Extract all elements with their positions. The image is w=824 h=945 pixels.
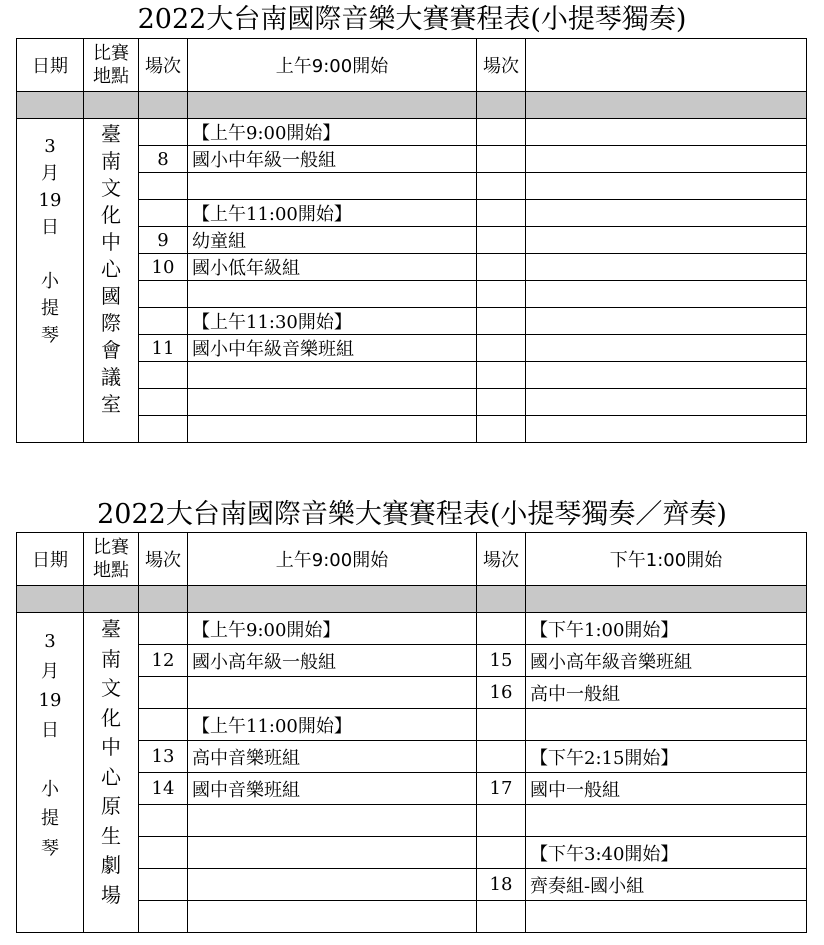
- empty-item-cell: [526, 173, 807, 200]
- category-item: [188, 281, 477, 308]
- venue-char: 原: [101, 794, 121, 818]
- category-item: 國小中年級一般組: [188, 146, 477, 173]
- category-item-afternoon: 【下午2:15開始】: [526, 741, 807, 773]
- session-number: [139, 613, 188, 645]
- category-item: 【上午11:00開始】: [188, 709, 477, 741]
- venue-char: 南: [101, 149, 121, 173]
- session-number-afternoon: 18: [477, 869, 526, 901]
- date-cell: [17, 119, 84, 443]
- venue-char: 心: [101, 257, 121, 281]
- header-venue-line1: 比賽: [93, 537, 129, 558]
- empty-session-cell: [477, 227, 526, 254]
- date-char: 3: [44, 136, 56, 157]
- session-number: [139, 200, 188, 227]
- category-item: [188, 901, 477, 933]
- empty-session-cell: [477, 173, 526, 200]
- venue-char: 際: [101, 311, 121, 335]
- empty-session-cell: [477, 200, 526, 227]
- venue-char: 文: [101, 176, 121, 200]
- date-char: 日: [41, 217, 59, 238]
- category-item: 【上午9:00開始】: [188, 119, 477, 146]
- empty-item-cell: [526, 254, 807, 281]
- date-char: [17, 745, 83, 775]
- empty-item-cell: [526, 416, 807, 443]
- empty-item-cell: [526, 227, 807, 254]
- empty-session-cell: [477, 416, 526, 443]
- category-item: [188, 837, 477, 869]
- empty-session-cell: [477, 254, 526, 281]
- date-char: 小: [41, 778, 59, 800]
- date-cell: [17, 613, 84, 933]
- session-number-afternoon: 15: [477, 645, 526, 677]
- category-item: 【上午11:30開始】: [188, 308, 477, 335]
- header-session-2: 場次: [477, 533, 526, 586]
- session-number: [139, 805, 188, 837]
- empty-item-cell: [526, 146, 807, 173]
- table-row: [17, 119, 807, 146]
- header-venue-line1: 比賽: [93, 43, 129, 64]
- category-item: 幼童組: [188, 227, 477, 254]
- date-char: 日: [41, 719, 59, 741]
- header-session-2: 場次: [477, 39, 526, 92]
- venue-char: 議: [101, 365, 121, 389]
- empty-item-cell: [526, 281, 807, 308]
- session-number-afternoon: 17: [477, 773, 526, 805]
- date-char: 琴: [41, 325, 59, 346]
- table-row: [17, 613, 807, 645]
- session-number: [139, 837, 188, 869]
- venue-char: 化: [101, 705, 121, 730]
- venue-char: 化: [101, 203, 121, 227]
- venue-char: 劇: [101, 853, 121, 877]
- venue-char: 南: [101, 646, 121, 671]
- category-item-afternoon: 齊奏組-國小組: [526, 869, 807, 901]
- empty-session-cell: [477, 281, 526, 308]
- date-char: 琴: [41, 837, 59, 859]
- header-venue: [84, 533, 139, 586]
- header-session: 場次: [139, 533, 188, 586]
- date-char: 提: [41, 298, 59, 319]
- date-char: 3: [44, 631, 56, 652]
- venue-char: 文: [101, 676, 121, 700]
- category-item: [188, 869, 477, 901]
- category-item-afternoon: 國中一般組: [526, 773, 807, 805]
- category-item-afternoon: [526, 901, 807, 933]
- venue-char: 場: [101, 882, 121, 907]
- session-number: [139, 362, 188, 389]
- date-char: 19: [38, 190, 62, 211]
- session-number: [139, 709, 188, 741]
- venue-char: 室: [101, 392, 121, 416]
- category-item: 【上午11:00開始】: [188, 200, 477, 227]
- venue-cell: [84, 119, 139, 443]
- empty-item-cell: [526, 308, 807, 335]
- empty-session-cell: [477, 146, 526, 173]
- session-number: 14: [139, 773, 188, 805]
- header-date: 日期: [17, 39, 84, 92]
- venue-char: 中: [101, 735, 121, 759]
- gray-separator-row: [17, 586, 807, 613]
- venue-char: 中: [101, 230, 121, 254]
- category-item-afternoon: [526, 805, 807, 837]
- category-item: 【上午9:00開始】: [188, 613, 477, 645]
- category-item: [188, 677, 477, 709]
- empty-item-cell: [526, 119, 807, 146]
- session-number: [139, 869, 188, 901]
- header-row: [17, 39, 807, 92]
- session-number: 13: [139, 741, 188, 773]
- category-item: [188, 416, 477, 443]
- empty-item-cell: [526, 362, 807, 389]
- session-number: [139, 281, 188, 308]
- venue-char: 臺: [101, 617, 121, 641]
- date-char: 小: [41, 271, 59, 292]
- session-number-afternoon: [477, 805, 526, 837]
- schedule-title-2: 2022大台南國際音樂大賽賽程表(小提琴獨奏／齊奏): [97, 499, 727, 530]
- date-char: 月: [41, 660, 59, 682]
- category-item: 高中音樂班組: [188, 741, 477, 773]
- session-number: [139, 173, 188, 200]
- header-date: 日期: [17, 533, 84, 586]
- header-venue-line2: 地點: [93, 66, 129, 87]
- empty-item-cell: [526, 389, 807, 416]
- session-number: [139, 119, 188, 146]
- empty-session-cell: [477, 389, 526, 416]
- category-item: [188, 389, 477, 416]
- header-session: 場次: [139, 39, 188, 92]
- header-afternoon: [526, 39, 807, 92]
- header-morning: 上午9:00開始: [188, 39, 477, 92]
- session-number: [139, 416, 188, 443]
- category-item-afternoon: 國小高年級音樂班組: [526, 645, 807, 677]
- venue-char: 生: [101, 823, 121, 848]
- category-item: [188, 805, 477, 837]
- empty-session-cell: [477, 335, 526, 362]
- gray-separator-row: [17, 92, 807, 119]
- category-item: 國小中年級音樂班組: [188, 335, 477, 362]
- category-item: 國小低年級組: [188, 254, 477, 281]
- category-item-afternoon: 高中一般組: [526, 677, 807, 709]
- header-afternoon: 下午1:00開始: [526, 533, 807, 586]
- session-number-afternoon: [477, 901, 526, 933]
- header-venue: [84, 39, 139, 92]
- date-char: [17, 241, 83, 268]
- session-number-afternoon: [477, 613, 526, 645]
- venue-char: 臺: [101, 122, 121, 146]
- schedule-table-2: [16, 532, 807, 933]
- session-number: 10: [139, 254, 188, 281]
- session-number: 9: [139, 227, 188, 254]
- session-number: 8: [139, 146, 188, 173]
- venue-char: 國: [101, 284, 121, 308]
- empty-session-cell: [477, 119, 526, 146]
- venue-char: 會: [101, 338, 121, 362]
- category-item: [188, 173, 477, 200]
- empty-item-cell: [526, 335, 807, 362]
- schedule-table-1: [16, 38, 807, 443]
- date-char: 19: [38, 690, 62, 711]
- category-item: 國小高年級一般組: [188, 645, 477, 677]
- date-char: 月: [41, 163, 59, 184]
- session-number: 11: [139, 335, 188, 362]
- venue-cell: [84, 613, 139, 933]
- session-number-afternoon: 16: [477, 677, 526, 709]
- category-item: 國中音樂班組: [188, 773, 477, 805]
- empty-session-cell: [477, 362, 526, 389]
- header-venue-line2: 地點: [93, 560, 129, 581]
- category-item-afternoon: 【下午3:40開始】: [526, 837, 807, 869]
- session-number: 12: [139, 645, 188, 677]
- category-item-afternoon: 【下午1:00開始】: [526, 613, 807, 645]
- empty-item-cell: [526, 200, 807, 227]
- session-number: [139, 308, 188, 335]
- venue-char: 心: [101, 764, 121, 789]
- date-char: 提: [41, 808, 59, 829]
- session-number-afternoon: [477, 837, 526, 869]
- session-number: [139, 901, 188, 933]
- session-number: [139, 677, 188, 709]
- header-morning: 上午9:00開始: [188, 533, 477, 586]
- category-item: [188, 362, 477, 389]
- session-number-afternoon: [477, 709, 526, 741]
- header-row: [17, 533, 807, 586]
- schedule-title-1: 2022大台南國際音樂大賽賽程表(小提琴獨奏): [137, 4, 687, 35]
- empty-session-cell: [477, 308, 526, 335]
- category-item-afternoon: [526, 709, 807, 741]
- session-number-afternoon: [477, 741, 526, 773]
- session-number: [139, 389, 188, 416]
